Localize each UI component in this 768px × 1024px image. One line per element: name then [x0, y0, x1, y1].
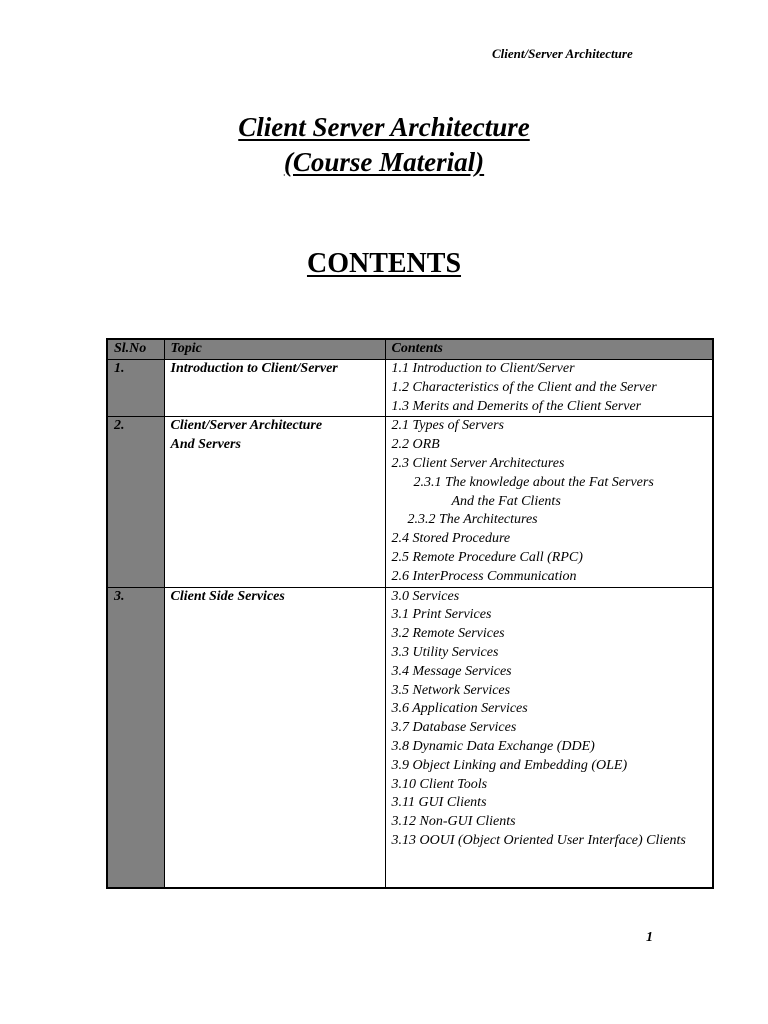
contents-item: 3.0 Services	[391, 588, 460, 604]
contents-item: 2.2 ORB	[391, 437, 440, 453]
contents-item: 3.3 Utility Services	[391, 644, 499, 660]
contents-table	[106, 338, 714, 889]
contents-subitem: 2.3.1 The knowledge about the Fat Servers	[413, 474, 654, 490]
contents-item: 1.2 Characteristics of the Client and the Server	[391, 379, 657, 395]
contents-item: 3.12 Non-GUI Clients	[391, 814, 516, 830]
contents-subitem: And the Fat Clients	[451, 493, 561, 509]
table-row	[107, 587, 713, 888]
row-sl-no: 3.	[107, 587, 164, 888]
document-title	[0, 110, 768, 180]
contents-item: 3.1 Print Services	[391, 607, 492, 623]
row-sl-no: 1.	[107, 360, 164, 417]
contents-item: 3.9 Object Linking and Embedding (OLE)	[391, 757, 628, 773]
page-number: 1	[646, 930, 653, 945]
table-header-row	[107, 339, 713, 360]
contents-item: 1.3 Merits and Demerits of the Client Server	[391, 398, 642, 414]
row-topic: Introduction to Client/Server	[164, 360, 385, 417]
contents-item: 3.4 Message Services	[391, 663, 512, 679]
row-sl-no: 2.	[107, 417, 164, 587]
row-topic	[164, 417, 385, 587]
contents-item: 2.5 Remote Procedure Call (RPC)	[391, 549, 583, 565]
table-row	[107, 417, 713, 587]
header-topic: Topic	[164, 339, 385, 360]
row-topic: Client Side Services	[164, 587, 385, 888]
contents-item: 3.5 Network Services	[391, 682, 511, 698]
contents-item: 3.10 Client Tools	[391, 776, 488, 792]
running-header: Client/Server Architecture	[492, 46, 633, 61]
row-contents	[385, 417, 713, 587]
contents-item: 3.6 Application Services	[391, 701, 528, 717]
contents-item: 2.3 Client Server Architectures	[391, 455, 565, 471]
contents-item: 2.6 InterProcess Communication	[391, 568, 577, 584]
table-row	[107, 360, 713, 417]
header-contents: Contents	[385, 339, 713, 360]
contents-heading: CONTENTS	[306, 248, 462, 279]
title-line-2: (Course Material)	[283, 147, 485, 177]
row-contents	[385, 360, 713, 417]
contents-item: 2.1 Types of Servers	[391, 418, 504, 434]
header-sl-no: Sl.No	[107, 339, 164, 360]
title-line-1: Client Server Architecture	[238, 112, 530, 142]
contents-item: 3.11 GUI Clients	[391, 795, 487, 811]
contents-item: 3.13 OOUI (Object Oriented User Interface) Clients	[391, 832, 686, 848]
contents-item: 3.2 Remote Services	[391, 626, 505, 642]
topic-line: And Servers	[170, 437, 241, 453]
contents-item: 2.4 Stored Procedure	[391, 531, 511, 547]
contents-item: 3.7 Database Services	[391, 720, 517, 736]
topic-line: Client/Server Architecture	[170, 418, 323, 434]
row-contents	[385, 587, 713, 888]
contents-item: 1.1 Introduction to Client/Server	[391, 361, 575, 376]
contents-subitem: 2.3.2 The Architectures	[407, 512, 538, 528]
contents-item: 3.8 Dynamic Data Exchange (DDE)	[391, 738, 595, 754]
